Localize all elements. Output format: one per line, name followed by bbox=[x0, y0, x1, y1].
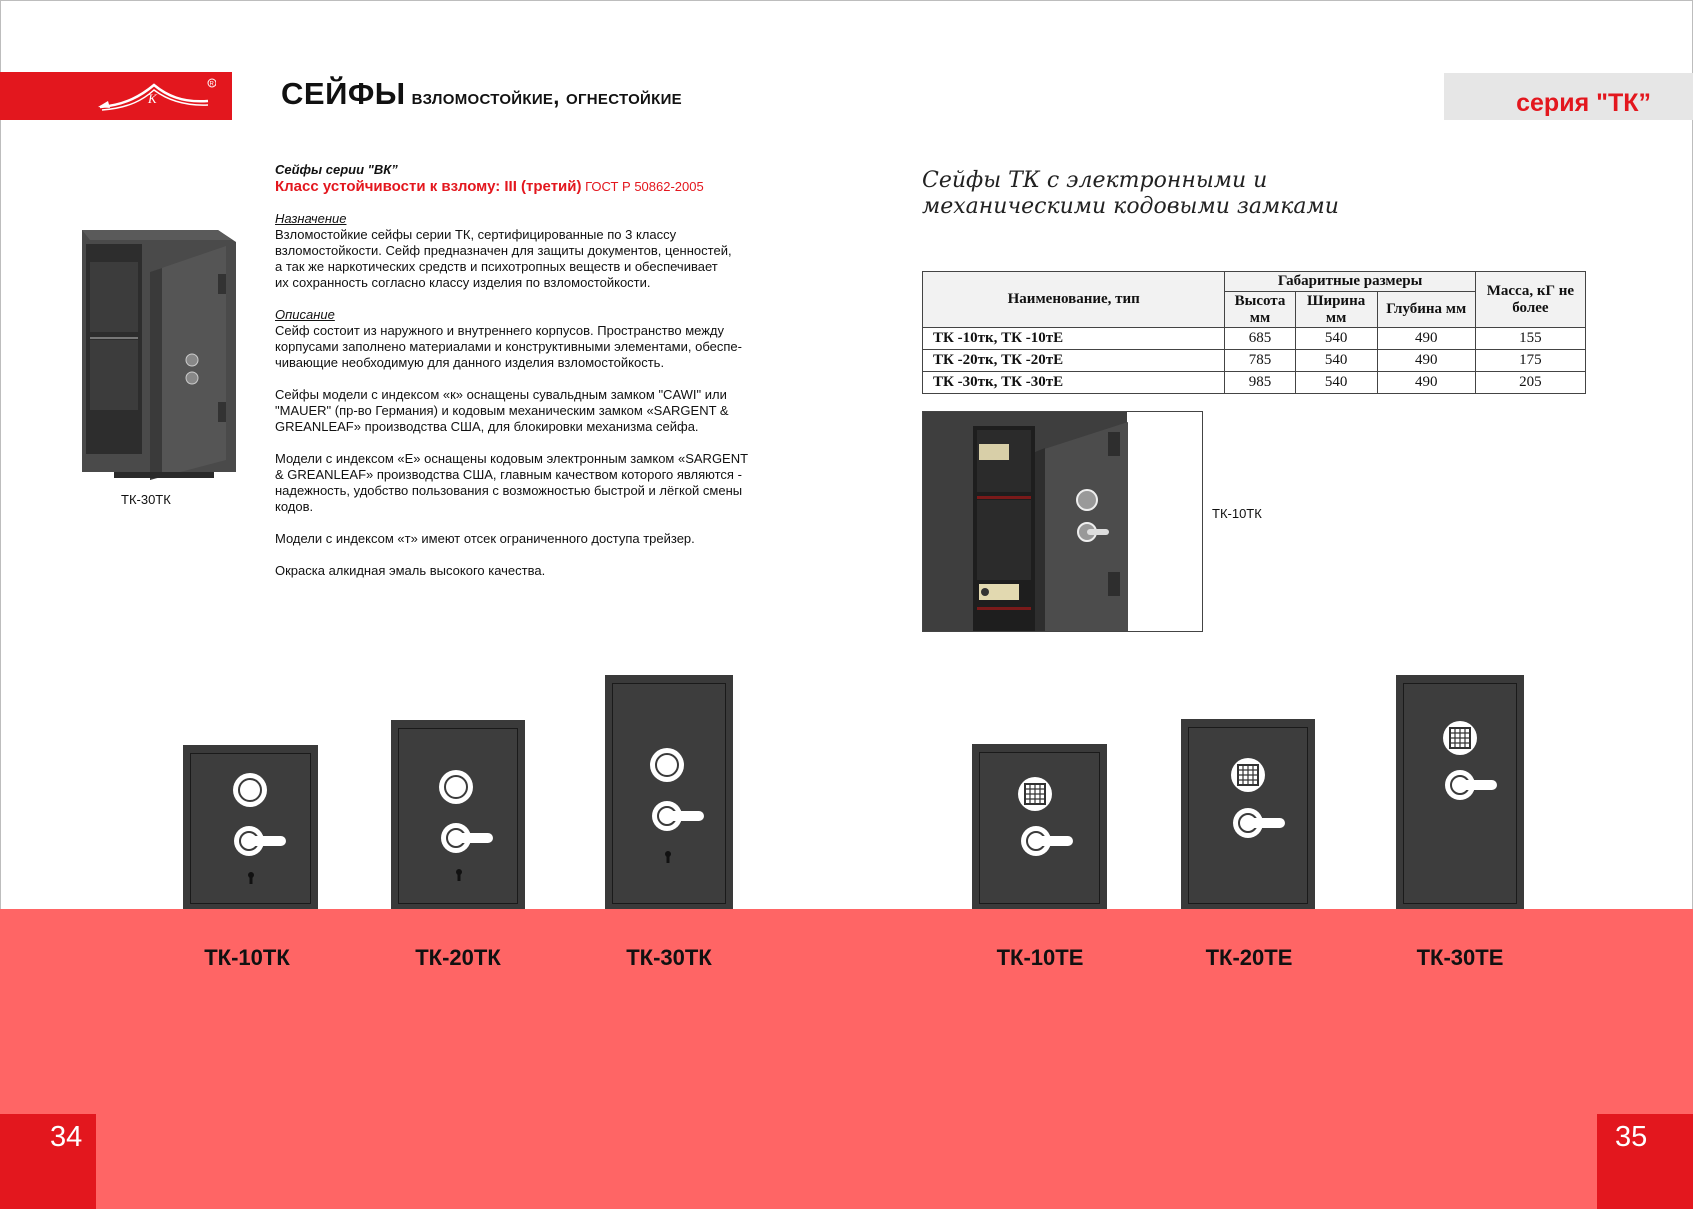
model-label-tk10te: ТК-10ТЕ bbox=[996, 945, 1084, 970]
safe-photo-tk10tk bbox=[922, 411, 1203, 632]
col-depth-header: Глубина мм bbox=[1377, 292, 1475, 328]
cell-depth: 490 bbox=[1377, 328, 1475, 350]
col-name-header: Наименование, тип bbox=[923, 272, 1225, 328]
keyhole-icon bbox=[456, 869, 462, 881]
paragraph-e-index: Модели с индексом «Е» оснащены кодовым электронным замком «SARGENT & GREANLEAF» производства США, главным качеством которого являются - надежность, удобство пользования с возможностью быстрой и лёгкой смены кодов. bbox=[275, 451, 749, 514]
cell-name: ТК -30тк, ТК -30тЕ bbox=[923, 372, 1225, 394]
page-number-right bbox=[1597, 1114, 1693, 1209]
cell-mass: 155 bbox=[1475, 328, 1585, 350]
cell-height: 985 bbox=[1225, 372, 1295, 394]
keypad-icon bbox=[1231, 758, 1265, 792]
purpose-text: Взломостойкие сейфы серии ТК, сертифицированные по 3 классу взломостойкости. Сейф предназначен для защиты документов, ценностей, а так же наркотических средств и психотропных веществ и обеспечивает их сохранность согласно классу изделия по взломостойкости. bbox=[275, 227, 732, 290]
resistance-class: Класс устойчивости к взлому: III (третий) bbox=[275, 178, 582, 195]
model-label-tk30te: ТК-30ТЕ bbox=[1416, 945, 1504, 970]
photo-caption-tk10tk: ТК-10ТК bbox=[1212, 506, 1262, 521]
description-heading: Описание bbox=[275, 307, 335, 322]
resistance-class-line bbox=[275, 179, 795, 195]
col-mass-header: Масса, кГ не более bbox=[1475, 272, 1585, 328]
svg-text:R: R bbox=[209, 81, 214, 88]
series-label: серия "ТК” bbox=[1516, 89, 1651, 117]
table-row bbox=[923, 372, 1586, 394]
right-heading-line1: Сейфы ТК с электронными и bbox=[922, 168, 1268, 193]
series-subtitle: Сейфы серии "ВК” bbox=[275, 162, 398, 177]
safe-drawing-tk20te bbox=[1181, 719, 1315, 909]
model-label-tk10tk: ТК-10ТК bbox=[204, 945, 290, 970]
safe-drawing-tk30te bbox=[1396, 675, 1524, 909]
col-group-header: Габаритные размеры bbox=[1225, 272, 1475, 292]
cell-width: 540 bbox=[1295, 372, 1377, 394]
page-number-right-text: 35 bbox=[1615, 1121, 1648, 1153]
keypad-icon bbox=[1018, 777, 1052, 811]
description-text: Сейф состоит из наружного и внутреннего корпусов. Пространство между корпусами заполнено материалами и конструктивными элементами, обеспе- чивающие необходимую для данного изделия взломостойкость. bbox=[275, 323, 742, 370]
safe-drawing-tk20tk bbox=[391, 720, 525, 909]
brand-logo-bar bbox=[0, 72, 232, 120]
cell-name: ТК -20тк, ТК -20тЕ bbox=[923, 350, 1225, 372]
table-row bbox=[923, 350, 1586, 372]
cell-height: 785 bbox=[1225, 350, 1295, 372]
brand-logo-icon bbox=[96, 77, 216, 115]
model-label-tk20te: ТК-20ТЕ bbox=[1205, 945, 1293, 970]
keypad-icon bbox=[1443, 721, 1477, 755]
right-heading bbox=[922, 168, 1422, 220]
page-title-sub: взломостойкие, огнестойкие bbox=[411, 84, 682, 109]
gost-standard: ГОСТ Р 50862-2005 bbox=[585, 179, 704, 194]
paragraph-k-index: Сейфы модели с индексом «к» оснащены сувальдным замком "CAWI" или "MAUER" (пр-во Германия) и кодовым механическим замком «SARGENT & GREANLEAF» производства США, для блокировки механизма сейфа. bbox=[275, 387, 729, 434]
page-title-main: СЕЙФЫ bbox=[281, 76, 406, 111]
safe-drawing-tk10tk bbox=[183, 745, 318, 909]
cell-width: 540 bbox=[1295, 350, 1377, 372]
cell-depth: 490 bbox=[1377, 350, 1475, 372]
dimensions-table bbox=[922, 271, 1586, 394]
cell-mass: 205 bbox=[1475, 372, 1585, 394]
photo-caption-tk30tk: ТК-30ТК bbox=[121, 492, 171, 507]
model-label-tk30tk: ТК-30ТК bbox=[626, 945, 712, 970]
cell-name: ТК -10тк, ТК -10тЕ bbox=[923, 328, 1225, 350]
safe-photo-tk30tk bbox=[68, 222, 248, 484]
right-heading-line2: механическими кодовыми замками bbox=[922, 194, 1339, 219]
description-column bbox=[275, 162, 795, 579]
page-number-left bbox=[0, 1114, 96, 1209]
purpose-heading: Назначение bbox=[275, 211, 347, 226]
series-box bbox=[1444, 73, 1693, 120]
cell-height: 685 bbox=[1225, 328, 1295, 350]
safe-drawing-tk10te bbox=[972, 744, 1107, 909]
col-height-header: Высота мм bbox=[1225, 292, 1295, 328]
page-title bbox=[281, 76, 682, 112]
table-row bbox=[923, 328, 1586, 350]
paragraph-paint: Окраска алкидная эмаль высокого качества. bbox=[275, 563, 546, 578]
paragraph-t-index: Модели с индексом «т» имеют отсек ограниченного доступа трейзер. bbox=[275, 531, 695, 546]
page-number-left-text: 34 bbox=[50, 1121, 83, 1153]
safe-drawing-tk30tk bbox=[605, 675, 733, 909]
svg-text:K: K bbox=[148, 91, 157, 106]
cell-depth: 490 bbox=[1377, 372, 1475, 394]
cell-mass: 175 bbox=[1475, 350, 1585, 372]
keyhole-icon bbox=[248, 872, 254, 884]
keyhole-icon bbox=[665, 851, 671, 863]
model-label-tk20tk: ТК-20ТК bbox=[415, 945, 501, 970]
col-width-header: Ширина мм bbox=[1295, 292, 1377, 328]
cell-width: 540 bbox=[1295, 328, 1377, 350]
